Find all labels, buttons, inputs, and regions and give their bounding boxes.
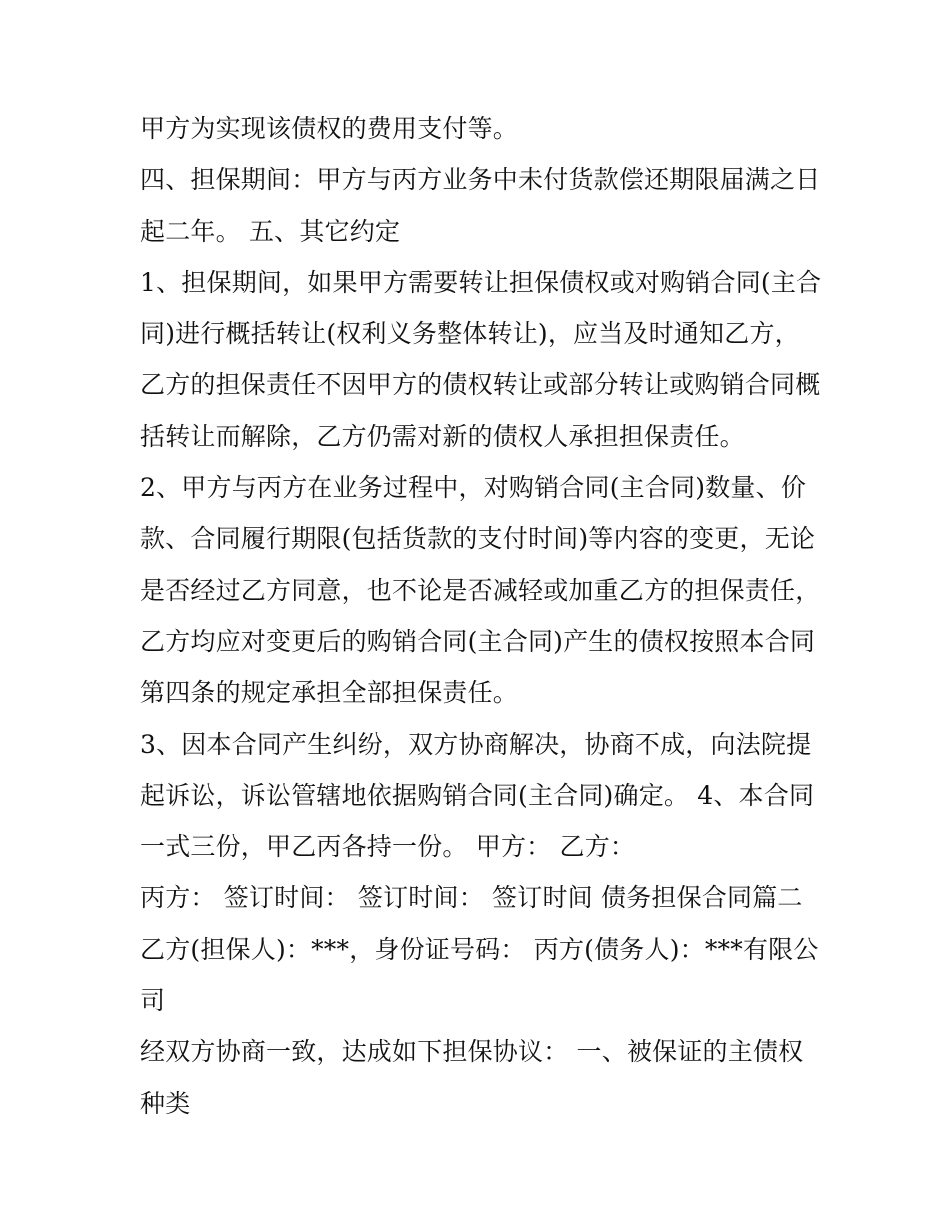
text-line: 起诉讼，诉讼管辖地依据购销合同(主合同)确定。 4、本合同 (140, 780, 815, 810)
text-line: 1、担保期间，如果甲方需要转让担保债权或对购销合同(主合 (140, 267, 822, 297)
text-line: 起二年。 五、其它约定 (140, 216, 401, 246)
text-line: 2、甲方与丙方在业务过程中，对购销合同(主合同)数量、价 (140, 473, 807, 503)
text-line: 四、担保期间：甲方与丙方业务中未付货款偿还期限届满之日 (140, 165, 821, 195)
text-line: 是否经过乙方同意，也不论是否减轻或加重乙方的担保责任， (140, 575, 821, 605)
text-line: 丙方： 签订时间： 签订时间： 签订时间 债务担保合同篇二 (140, 883, 803, 913)
text-line: 乙方均应对变更后的购销合同(主合同)产生的债权按照本合同 (140, 626, 816, 656)
text-line: 一式三份，甲乙丙各持一份。 甲方： 乙方： (140, 832, 636, 862)
text-line: 款、合同履行期限(包括货款的支付时间)等内容的变更，无论 (140, 524, 816, 554)
text-line: 同)进行概括转让(权利义务整体转让)，应当及时通知乙方， (140, 319, 800, 349)
text-line: 甲方为实现该债权的费用支付等。 (140, 114, 519, 143)
text-line: 括转让而解除，乙方仍需对新的债权人承担担保责任。 (140, 421, 745, 451)
text-line: 3、因本合同产生纠纷，双方协商解决，协商不成，向法院提 (140, 729, 812, 759)
text-line: 司 (140, 986, 166, 1016)
text-line: 第四条的规定承担全部担保责任。 (140, 678, 519, 708)
text-line: 种类 (140, 1088, 191, 1118)
text-line: 乙方(担保人)：***，身份证号码： 丙方(债务人)：***有限公 (140, 934, 819, 964)
text-line: 乙方的担保责任不因甲方的债权转让或部分转让或购销合同概 (140, 370, 821, 400)
text-line: 经双方协商一致，达成如下担保协议： 一、被保证的主债权 (140, 1037, 804, 1067)
document-body (140, 103, 840, 1129)
